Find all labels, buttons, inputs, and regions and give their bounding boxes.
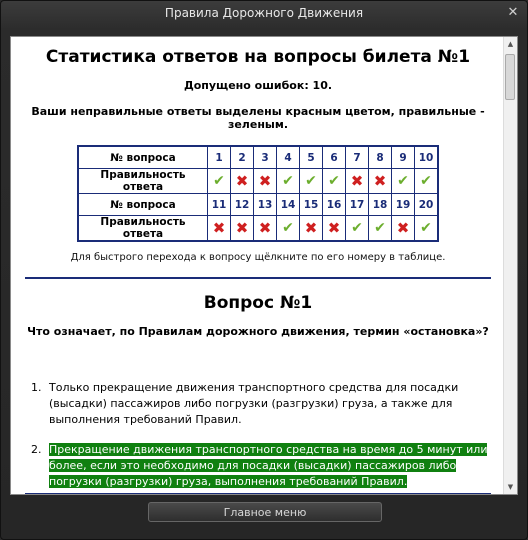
question-link[interactable]: 10 (415, 146, 439, 169)
answers-list (11, 380, 505, 494)
result-mark (254, 216, 277, 242)
question-link[interactable]: 20 (415, 194, 439, 216)
row-label-correctness: Правильность ответа (78, 169, 208, 194)
cross-icon: ✖ (350, 172, 364, 190)
result-mark (277, 216, 300, 242)
check-icon: ✔ (282, 220, 294, 236)
question-link[interactable]: 11 (208, 194, 231, 216)
check-icon: ✔ (328, 173, 340, 189)
question-heading: Вопрос №1 (203, 293, 313, 313)
cross-icon: ✖ (258, 172, 272, 190)
cross-icon: ✖ (235, 172, 249, 190)
question-link[interactable]: 16 (323, 194, 346, 216)
result-mark (300, 216, 323, 242)
window-title: Правила Дорожного Движения (164, 6, 364, 20)
question-link[interactable]: 8 (369, 146, 392, 169)
cross-icon: ✖ (373, 172, 387, 190)
result-mark (415, 216, 439, 242)
question-link[interactable]: 3 (254, 146, 277, 169)
results-table (77, 145, 439, 242)
stats-heading: Статистика ответов на вопросы билета №1 (45, 47, 471, 67)
table-row (78, 169, 438, 194)
check-icon: ✔ (351, 220, 363, 236)
question-link[interactable]: 6 (323, 146, 346, 169)
cross-icon: ✖ (235, 219, 249, 237)
table-row (78, 146, 438, 169)
result-mark (323, 169, 346, 194)
scroll-down-icon[interactable]: ▼ (507, 483, 514, 491)
result-mark (231, 169, 254, 194)
check-icon: ✔ (305, 173, 317, 189)
content-panel (10, 36, 518, 495)
answer-number: 1. (31, 381, 42, 394)
main-menu-button[interactable]: Главное меню (148, 502, 382, 522)
section-divider (25, 277, 491, 279)
cross-icon: ✖ (327, 219, 341, 237)
question-link[interactable]: 4 (277, 146, 300, 169)
question-link[interactable]: 15 (300, 194, 323, 216)
scroll-up-icon[interactable]: ▲ (507, 40, 514, 48)
result-mark (208, 169, 231, 194)
cross-icon: ✖ (258, 219, 272, 237)
result-mark (323, 216, 346, 242)
answer-text-correct: Прекращение движения транспортного средства на время до 5 минут или более, если это необходимо для посадки (высадки) пассажиров либо погрузки (разгрузки) груза, выполнения требований Правил. (49, 443, 488, 488)
quick-nav-hint: Для быстрого перехода к вопросу щёлкните по его номеру в таблице. (70, 252, 446, 263)
section-divider (25, 493, 491, 494)
check-icon: ✔ (374, 220, 386, 236)
cross-icon: ✖ (396, 219, 410, 237)
table-row (78, 216, 438, 242)
result-mark (277, 169, 300, 194)
row-label-question: № вопроса (78, 194, 208, 216)
close-icon[interactable]: ✕ (507, 5, 519, 20)
result-mark (415, 169, 439, 194)
question-link[interactable]: 2 (231, 146, 254, 169)
row-label-question: № вопроса (78, 146, 208, 169)
question-link[interactable]: 12 (231, 194, 254, 216)
color-hint: Ваши неправильные ответы выделены красным цветом, правильные - зеленым. (31, 105, 485, 131)
question-link[interactable]: 19 (392, 194, 415, 216)
question-link[interactable]: 1 (208, 146, 231, 169)
question-link[interactable]: 13 (254, 194, 277, 216)
table-row (78, 194, 438, 216)
cross-icon: ✖ (212, 219, 226, 237)
answer-item[interactable] (11, 380, 505, 428)
result-mark (300, 169, 323, 194)
row-label-correctness: Правильность ответа (78, 216, 208, 242)
check-icon: ✔ (420, 220, 432, 236)
question-link[interactable]: 5 (300, 146, 323, 169)
answer-text: Только прекращение движения транспортного средства для посадки (высадки) пассажиров либо погрузки (разгрузки) груза, а также для выполнения требований Правил. (49, 381, 459, 426)
scrollbar-thumb[interactable] (505, 54, 515, 100)
result-mark (346, 169, 369, 194)
question-link[interactable]: 14 (277, 194, 300, 216)
question-link[interactable]: 9 (392, 146, 415, 169)
result-mark (231, 216, 254, 242)
result-mark (208, 216, 231, 242)
result-mark (369, 169, 392, 194)
question-link[interactable]: 18 (369, 194, 392, 216)
check-icon: ✔ (420, 173, 432, 189)
scroll-area[interactable] (11, 37, 505, 494)
cross-icon: ✖ (304, 219, 318, 237)
errors-count: Допущено ошибок: 10. (183, 79, 333, 92)
answer-item[interactable] (11, 442, 505, 490)
question-text: Что означает, по Правилам дорожного движения, термин «остановка»? (27, 325, 489, 338)
check-icon: ✔ (213, 173, 225, 189)
result-mark (254, 169, 277, 194)
question-link[interactable]: 17 (346, 194, 369, 216)
question-link[interactable]: 7 (346, 146, 369, 169)
result-mark (369, 216, 392, 242)
check-icon: ✔ (282, 173, 294, 189)
result-mark (346, 216, 369, 242)
vertical-scrollbar[interactable] (503, 37, 517, 494)
check-icon: ✔ (397, 173, 409, 189)
result-mark (392, 216, 415, 242)
result-mark (392, 169, 415, 194)
answer-number: 2. (31, 443, 42, 456)
